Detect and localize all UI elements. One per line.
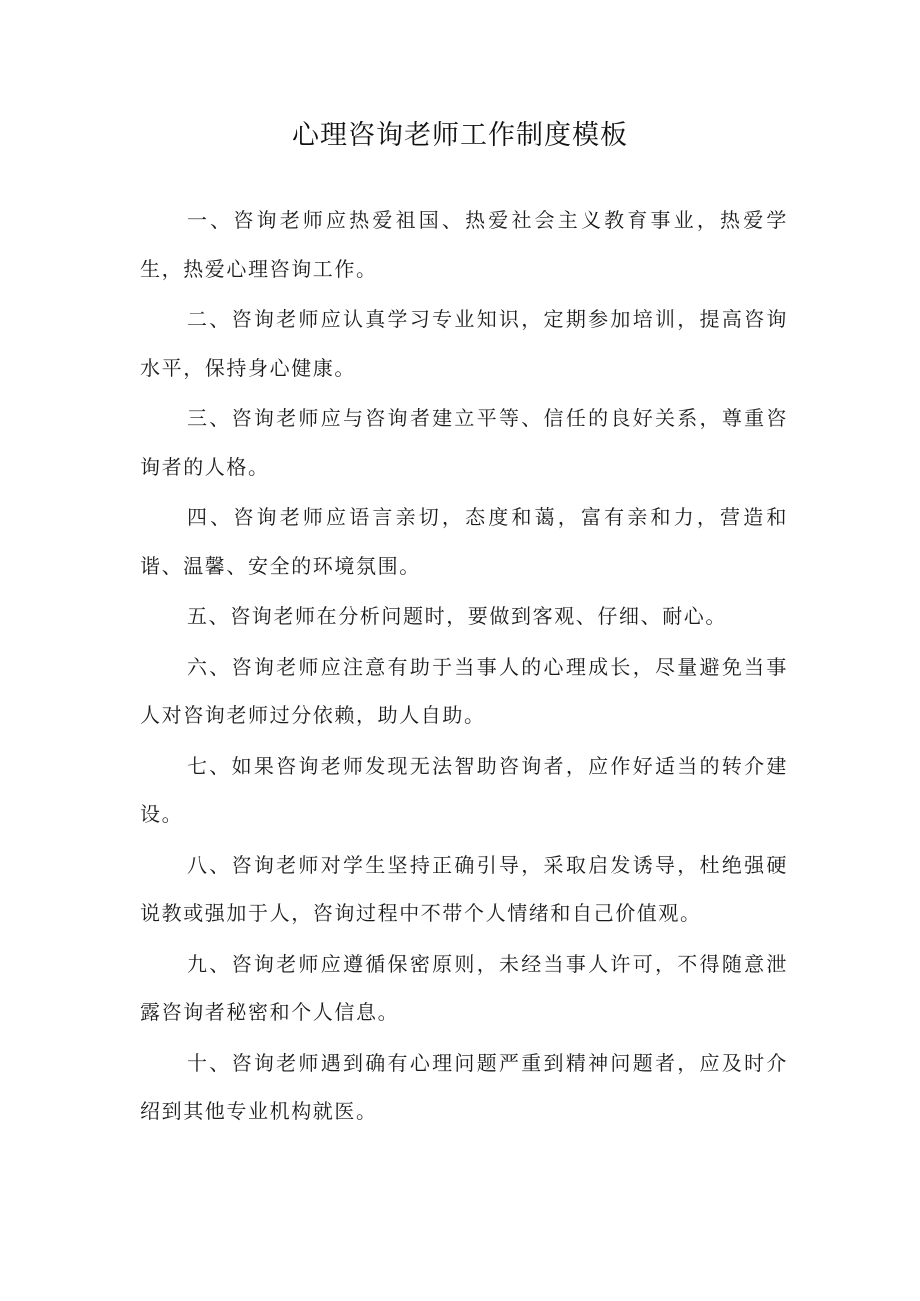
clause-3: 三、咨询老师应与咨询者建立平等、信任的良好关系，尊重咨询者的人格。 [140, 406, 788, 479]
clause-2: 二、咨询老师应认真学习专业知识，定期参加培训，提高咨询水平，保持身心健康。 [140, 307, 788, 380]
clause-5: 五、咨询老师在分析问题时，要做到客观、仔细、耐心。 [187, 604, 727, 628]
clause-10: 十、咨询老师遇到确有心理问题严重到精神问题者，应及时介绍到其他专业机构就医。 [140, 1050, 788, 1123]
clause-1: 一、咨询老师应热爱祖国、热爱社会主义教育事业，热爱学生，热爱心理咨询工作。 [140, 208, 788, 281]
clause-9: 九、咨询老师应遵循保密原则，未经当事人许可，不得随意泄露咨询者秘密和个人信息。 [140, 951, 788, 1024]
clause-4: 四、咨询老师应语言亲切，态度和蔼，富有亲和力，营造和谐、温馨、安全的环境氛围。 [140, 505, 788, 578]
document-title: 心理咨询老师工作制度模板 [292, 120, 628, 151]
document-body [140, 196, 788, 1138]
clause-8: 八、咨询老师对学生坚持正确引导，采取启发诱导，杜绝强硬说教或强加于人，咨询过程中不带个人情绪和自己价值观。 [140, 852, 788, 925]
clause-7: 七、如果咨询老师发现无法智助咨询者，应作好适当的转介建设。 [140, 753, 788, 826]
clause-6: 六、咨询老师应注意有助于当事人的心理成长，尽量避免当事人对咨询老师过分依赖，助人自助。 [140, 654, 788, 727]
